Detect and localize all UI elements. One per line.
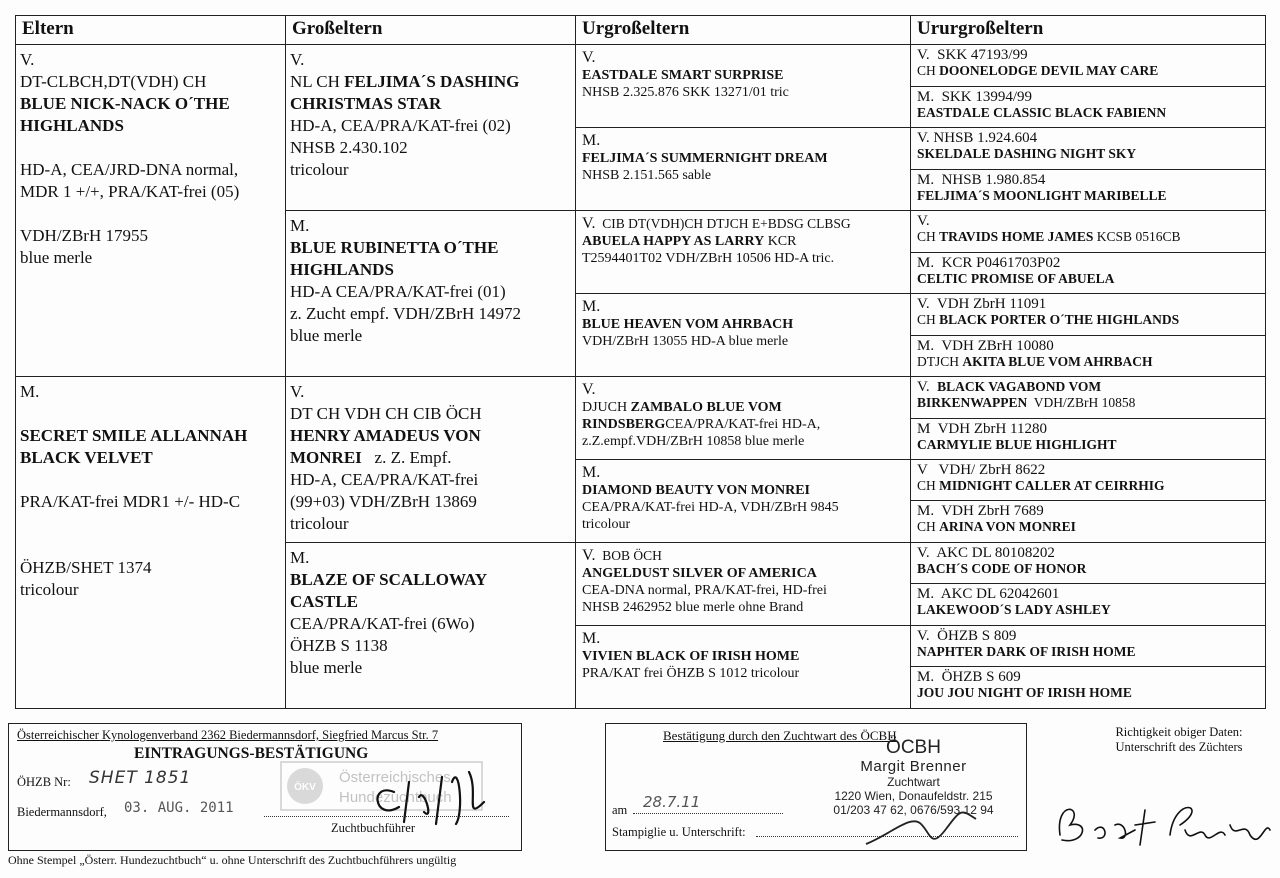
sex-line [582, 381, 904, 399]
name-line [582, 399, 904, 433]
dog-name: FELJIMA´S MOONLIGHT MARIBELLE [917, 187, 1167, 203]
breeding-note: z. Z. Empf. [361, 448, 452, 468]
stamp-org: ÖCBH [886, 737, 941, 758]
dog-name: CARMYLIE BLUE HIGHLIGHT [917, 436, 1117, 452]
sex-label: V. [582, 215, 596, 233]
health-info: NHSB 2.325.876 SKK 13271/01 tric [582, 85, 789, 101]
sex-line [582, 464, 904, 482]
sex-label: M. [582, 629, 601, 647]
name-line [917, 519, 1259, 535]
dog-name: BLUE RUBINETTA O´THE [290, 238, 499, 258]
name-line [917, 63, 1259, 79]
dog-name: BLUE HEAVEN VOM AHRBACH [582, 317, 794, 333]
great-grandparent-3 [576, 294, 911, 377]
zuchtwart-signature [861, 804, 981, 849]
sex-registration: M VDH ZbrH 11280 [917, 420, 1047, 437]
dog-name: NAPHTER DARK OF IRISH HOME [917, 643, 1136, 659]
name-line [582, 67, 904, 84]
great-grandparent-7 [576, 625, 911, 708]
registration-number: ÖHZB/SHET 1374 [20, 558, 152, 578]
dog-title: DT-CLBCH,DT(VDH) CH [20, 72, 207, 92]
health-info: CEA/PRA/KAT-frei HD-A, VDH/ZBrH 9845 [582, 500, 839, 516]
dog-title: DT CH VDH CH CIB ÖCH [290, 404, 482, 424]
coat-color: blue merle [20, 248, 93, 268]
spacer [20, 137, 281, 159]
dog-name: FELJIMA´S SUMMERNIGHT DREAM [582, 151, 828, 167]
grandparent-2 [286, 377, 576, 543]
gg-grandparent-7 [911, 335, 1266, 376]
gg-grandparent-6 [911, 294, 1266, 335]
sex-registration: V. NHSB 1.924.604 [917, 130, 1038, 147]
title-name-line [290, 71, 571, 93]
dog-name: BLUE NICK-NACK O´THE [20, 94, 230, 114]
breeder-line-2: Unterschrift des Züchters [1115, 740, 1243, 754]
spacer [20, 403, 281, 425]
dog-name: BACH´S CODE OF HONOR [917, 560, 1087, 576]
sex-registration: V. ÖHZB S 809 [917, 627, 1017, 644]
name-line [582, 150, 904, 167]
dog-title: CH [917, 229, 940, 245]
gg-grandparent-12 [911, 542, 1266, 583]
sex-registration: M. NHSB 1.980.854 [917, 171, 1046, 188]
health-info: tricolour [582, 517, 631, 533]
zuchtbuchfuehrer-signature [364, 752, 514, 827]
sex-registration: V. VDH ZbrH 11091 [917, 296, 1047, 313]
great-grandparent-5 [576, 460, 911, 543]
sex-label: V. [582, 546, 596, 564]
dog-name: DOONELODGE DEVIL MAY CARE [939, 63, 1159, 79]
dog-name: LAKEWOOD´S LADY ASHLEY [917, 602, 1111, 618]
am-label: am [612, 803, 628, 817]
dog-title: CIB DT(VDH)CH DTJCH E+BDSG CLBSG [595, 216, 851, 232]
dog-title: NL CH [290, 72, 340, 92]
sex-label: M. [582, 464, 601, 482]
health-info: HD-A, CEA/PRA/KAT-frei (02) [290, 116, 511, 136]
sex-reg-line [917, 172, 1259, 188]
sex-reg-line [917, 669, 1259, 685]
health-info: NHSB 2.151.565 sable [582, 168, 712, 184]
name-line [582, 565, 904, 582]
great-grandparent-0 [576, 45, 911, 128]
sex-reg-line [917, 296, 1259, 312]
name-line [290, 259, 571, 281]
name-line [917, 271, 1259, 287]
dog-name: CASTLE [290, 591, 359, 611]
sex-line [582, 298, 904, 316]
name-line [917, 437, 1259, 453]
sex-line [582, 215, 904, 233]
parent-sire [16, 45, 286, 377]
footer-note: Ohne Stempel „Österr. Hundezuchtbuch“ u. ohne Unterschrift des Zuchtbuchführers ungültig [8, 853, 457, 867]
health-info: T2594401T02 VDH/ZBrH 10506 HD-A tric. [582, 251, 835, 267]
registration-title: EINTRAGUNGS-BESTÄTIGUNG [134, 745, 369, 762]
gg-grandparent-8 [911, 377, 1266, 418]
name-line [582, 482, 904, 499]
gg-grandparent-3 [911, 169, 1266, 210]
sex-registration: V. AKC DL 80108202 [917, 544, 1055, 561]
dog-name: MONREI [290, 448, 362, 468]
oehzb-nr-label: ÖHZB Nr: [17, 775, 71, 789]
oekv-header: Österreichischer Kynologenverband 2362 Biedermannsdorf, Siegfried Marcus Str. 7 [17, 728, 439, 742]
sex-registration: M. SKK 13994/99 [917, 88, 1033, 105]
spacer [20, 203, 281, 225]
breeder-line-1: Richtigkeit obiger Daten: [1115, 725, 1243, 739]
am-date: 28.7.11 [643, 793, 701, 811]
gg-grandparent-2 [911, 128, 1266, 169]
dog-name: CHRISTMAS STAR [290, 94, 442, 114]
dog-info: VDH/ZBrH 10858 [1027, 395, 1136, 411]
sex-reg-line [917, 47, 1259, 63]
sex-label: V. [582, 49, 596, 67]
sex-registration: V. [917, 213, 930, 230]
zuchtwart-header: Bestätigung durch den Zuchtwart des ÖCBH [663, 728, 897, 743]
dog-name: ARINA VON MONREI [939, 519, 1076, 535]
coat-color: blue merle [290, 657, 363, 677]
sex-label: M. [290, 216, 310, 236]
health-info: PRA/KAT frei ÖHZB S 1012 tricolour [582, 665, 800, 681]
sex-line [582, 49, 904, 67]
gg-grandparent-9 [911, 418, 1266, 459]
pedigree-table [15, 15, 1266, 709]
health-info: HD-A, CEA/JRD-DNA normal, [20, 160, 239, 180]
registration-number: ÖHZB S 1138 [290, 635, 388, 655]
header-gg-grandparents: Ururgroßeltern [911, 16, 1266, 45]
name-line [917, 229, 1259, 245]
coat-color: blue merle [290, 326, 363, 346]
sex-label: M. [582, 298, 601, 316]
dog-title: CH [917, 478, 940, 494]
dog-name: JOU JOU NIGHT OF IRISH HOME [917, 685, 1132, 701]
spacer [20, 535, 281, 557]
health-info: PRA/KAT-frei MDR1 +/- HD-C [20, 492, 241, 512]
sex-label: V. [582, 381, 596, 399]
registration-date: 03. AUG. 2011 [124, 800, 234, 816]
health-info: MDR 1 +/+, PRA/KAT-frei (05) [20, 182, 240, 202]
spacer [20, 469, 281, 491]
health-info: CEA-DNA normal, PRA/KAT-frei, HD-frei [582, 582, 827, 598]
dog-name: TRAVIDS HOME JAMES [939, 229, 1094, 245]
dog-name: BLACK VELVET [20, 448, 153, 468]
dog-name: FELJIMA´S DASHING [344, 72, 520, 92]
coat-color: tricolour [290, 160, 349, 180]
registration-number: z. Zucht empf. VDH/ZBrH 14972 [290, 304, 522, 324]
dog-name: BLACK PORTER O´THE HIGHLANDS [939, 312, 1180, 328]
stamp-text-2: Hundezuchtbuch [339, 789, 452, 806]
name-line [290, 591, 571, 613]
parent-dam [16, 377, 286, 709]
name-line [917, 354, 1259, 370]
coat-color: tricolour [290, 514, 349, 534]
pedigree-row [16, 377, 1266, 418]
dog-name: AKITA BLUE VOM AHRBACH [962, 353, 1153, 369]
dog-name: HENRY AMADEUS VON [290, 426, 481, 446]
dog-title: DTJCH [917, 353, 963, 369]
dog-name: BIRKENWAPPEN [917, 395, 1028, 411]
sex-label: M. [20, 382, 40, 402]
stamp-logo-text: ÖKV [294, 782, 316, 793]
name-line [582, 316, 904, 333]
dog-name: HIGHLANDS [20, 116, 124, 136]
dog-name: SKELDALE DASHING NIGHT SKY [917, 146, 1137, 162]
dog-name: BLAZE OF SCALLOWAY [290, 569, 488, 589]
health-info: HD-A CEA/PRA/KAT-frei (01) [290, 282, 506, 302]
great-grandparent-4 [576, 377, 911, 460]
header-row [16, 16, 1266, 45]
oehzb-nr-value: SHET 1851 [89, 768, 192, 788]
sex-registration: M. ÖHZB S 609 [917, 669, 1021, 686]
dog-name: SECRET SMILE ALLANNAH [20, 426, 248, 446]
name-line [917, 478, 1259, 494]
sex-registration: M. KCR P0461703P02 [917, 254, 1061, 271]
name-line [917, 188, 1259, 204]
sex-label: V. [290, 50, 305, 70]
stamp-text-1: Österreichisches [339, 769, 451, 786]
health-info: CEA/PRA/KAT-frei (6Wo) [290, 613, 475, 633]
gg-grandparent-10 [911, 460, 1266, 501]
dog-name: CELTIC PROMISE OF ABUELA [917, 270, 1115, 286]
gg-grandparent-5 [911, 252, 1266, 293]
stamp-signature-label: Stampiglie u. Unterschrift: [612, 825, 746, 839]
dog-name: EASTDALE SMART SURPRISE [582, 68, 784, 84]
dog-name: MIDNIGHT CALLER AT CEIRRHIG [939, 478, 1165, 494]
name-line [917, 602, 1259, 618]
sex-reg-line [917, 338, 1259, 354]
sex-reg-line [917, 545, 1259, 561]
sex-reg-line [917, 462, 1259, 478]
zuchtwart-box [605, 723, 1027, 851]
header-grandparents: Großeltern [286, 16, 576, 45]
dog-title: DJUCH [582, 400, 631, 416]
stamp-address: 1220 Wien, Donaufeldstr. 215 [834, 789, 993, 803]
health-info: HD-A, CEA/PRA/KAT-frei [290, 470, 479, 490]
breeder-signature [1050, 790, 1275, 860]
dog-name: ABUELA HAPPY AS LARRY [582, 234, 765, 250]
dog-title: BOB ÖCH [595, 547, 662, 563]
name-line [290, 447, 571, 469]
name-line [582, 233, 904, 250]
am-line [633, 813, 783, 814]
name-line [582, 648, 904, 665]
stamp-phone: 01/203 47 62, 0676/593 12 94 [833, 803, 994, 817]
sex-reg-line [917, 628, 1259, 644]
registration-box [8, 723, 522, 851]
gg-grandparent-13 [911, 584, 1266, 625]
gg-grandparent-11 [911, 501, 1266, 542]
great-grandparent-2 [576, 211, 911, 294]
sex-label: M. [290, 547, 310, 567]
dog-info: CEA/PRA/KAT-frei HD-A, [665, 417, 821, 433]
place-label: Biedermannsdorf, [17, 805, 107, 819]
registration-number: NHSB 2.430.102 [290, 138, 408, 158]
health-info: VDH/ZBrH 13055 HD-A blue merle [582, 334, 789, 350]
name-line [917, 105, 1259, 121]
dog-name: EASTDALE CLASSIC BLACK FABIENN [917, 104, 1167, 120]
dog-name: DIAMOND BEAUTY VON MONREI [582, 483, 811, 499]
grandparent-0 [286, 45, 576, 211]
dog-name: HIGHLANDS [290, 260, 394, 280]
sex-reg-line [917, 255, 1259, 271]
dog-name: BLACK VAGABOND VOM [937, 379, 1102, 395]
name-line [290, 93, 571, 115]
name-line [917, 685, 1259, 701]
registration-number: VDH/ZBrH 17955 [20, 226, 148, 246]
sex-reg-line [917, 213, 1259, 229]
name-line [917, 561, 1259, 577]
sex-registration: V. SKK 47193/99 [917, 47, 1028, 64]
name-line [917, 312, 1259, 328]
sex-registration: M. AKC DL 62042601 [917, 586, 1060, 603]
spacer [20, 513, 281, 535]
name-line [917, 395, 1259, 411]
name-line [917, 644, 1259, 660]
stamp-name: Margit Brenner [860, 758, 967, 775]
header-great-grandparents: Urgroßeltern [576, 16, 911, 45]
sex-reg-line [917, 503, 1259, 519]
dog-title: CH [917, 312, 940, 328]
pedigree-row [16, 45, 1266, 86]
sex-registration: V VDH/ ZbrH 8622 [917, 462, 1046, 479]
gg-grandparent-1 [911, 86, 1266, 127]
sex-registration: M. VDH ZbrH 7689 [917, 503, 1044, 520]
health-info: z.Z.empf.VDH/ZBrH 10858 blue merle [582, 434, 805, 450]
sex-registration: V. [917, 379, 938, 396]
stamp-role: Zuchtwart [887, 775, 940, 789]
sex-reg-line [917, 130, 1259, 146]
grandparent-1 [286, 211, 576, 377]
gg-grandparent-15 [911, 667, 1266, 709]
dog-info: KCR [764, 234, 797, 250]
gg-grandparent-4 [911, 211, 1266, 252]
dog-name: ZAMBALO BLUE VOM RINDSBERG [582, 400, 782, 433]
sex-reg-line [917, 89, 1259, 105]
gg-grandparent-14 [911, 625, 1266, 666]
dog-title: CH [917, 519, 940, 535]
sex-registration: M. VDH ZBrH 10080 [917, 337, 1054, 354]
sex-label: V. [290, 382, 305, 402]
registration-number: (99+03) VDH/ZBrH 13869 [290, 492, 477, 512]
dog-name: ANGELDUST SILVER OF AMERICA [582, 565, 817, 581]
dog-info: KCSB 0516CB [1093, 229, 1181, 245]
sex-label: M. [582, 132, 601, 150]
gg-grandparent-0 [911, 45, 1266, 86]
signature-label: Zuchtbuchführer [331, 821, 415, 835]
header-parents: Eltern [16, 16, 286, 45]
dog-name: VIVIEN BLACK OF IRISH HOME [582, 648, 800, 664]
great-grandparent-1 [576, 128, 911, 211]
breeder-confirmation [1084, 725, 1274, 755]
sex-reg-line [917, 379, 1259, 395]
sex-reg-line [917, 586, 1259, 602]
coat-color: tricolour [20, 580, 79, 600]
sex-line [582, 547, 904, 565]
grandparent-3 [286, 542, 576, 708]
sex-line [582, 630, 904, 648]
name-line [917, 146, 1259, 162]
great-grandparent-6 [576, 542, 911, 625]
sex-reg-line [917, 421, 1259, 437]
sex-label: V. [20, 50, 35, 70]
health-info: NHSB 2462952 blue merle ohne Brand [582, 599, 804, 615]
sex-line [582, 132, 904, 150]
dog-title: CH [917, 63, 940, 79]
